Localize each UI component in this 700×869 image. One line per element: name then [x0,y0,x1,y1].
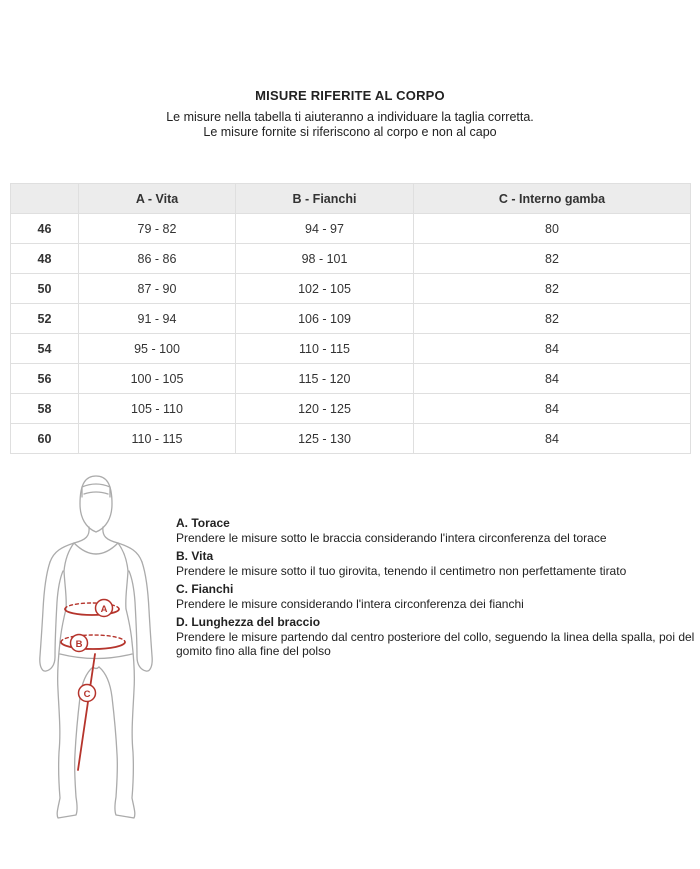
cell-fianchi: 120 - 125 [236,394,414,424]
col-header-interno-gamba: C - Interno gamba [414,184,691,214]
cell-interno-gamba: 82 [414,244,691,274]
cell-fianchi: 110 - 115 [236,334,414,364]
figure-left-leg [57,642,93,818]
page-subtitle [0,110,700,140]
cell-vita: 79 - 82 [79,214,236,244]
figure-tank-left-side [64,543,74,609]
cell-vita: 100 - 105 [79,364,236,394]
body-measurement-figure [30,470,175,825]
cell-size: 58 [11,394,79,424]
figure-tank-neckline [74,543,118,554]
guide-section-vita [176,549,696,578]
size-table-container [10,183,690,454]
cell-size: 60 [11,424,79,454]
cell-vita: 87 - 90 [79,274,236,304]
figure-hair [82,484,110,497]
figure-left-arm [40,562,63,671]
page-header [0,88,700,140]
guide-text: Prendere le misure sotto le braccia considerando l'intera circonferenza del torace [176,531,607,545]
inseam-marker [79,685,96,702]
subtitle-line-1: Le misure nella tabella ti aiuteranno a individuare la taglia corretta. [166,110,534,124]
guide-heading: D. Lunghezza del braccio [176,615,321,629]
cell-fianchi: 94 - 97 [236,214,414,244]
figure-neck-right [103,527,142,562]
cell-vita: 110 - 115 [79,424,236,454]
guide-section-braccio [176,615,696,658]
guide-heading: C. Fianchi [176,582,234,596]
cell-vita: 95 - 100 [79,334,236,364]
cell-vita: 105 - 110 [79,394,236,424]
guide-text: Prendere le misure partendo dal centro posteriore del collo, seguendo la linea della spalla, poi del gomito fino alla fine del polso [176,630,695,658]
cell-size: 54 [11,334,79,364]
cell-fianchi: 98 - 101 [236,244,414,274]
guide-text: Prendere le misure sotto il tuo girovita, tenendo il centimetro non perfettamente tirato [176,564,627,578]
table-row [11,214,691,244]
cell-interno-gamba: 84 [414,424,691,454]
waist-marker [96,600,113,617]
inseam-line [78,654,95,770]
guide-section-fianchi [176,582,696,611]
guide-text: Prendere le misure considerando l'intera circonferenza dei fianchi [176,597,524,611]
cell-size: 46 [11,214,79,244]
size-table [10,183,691,454]
cell-fianchi: 102 - 105 [236,274,414,304]
col-header-size [11,184,79,214]
cell-interno-gamba: 80 [414,214,691,244]
figure-neck-left [50,527,89,562]
page-title: MISURE RIFERITE AL CORPO [255,88,445,103]
guide-heading: B. Vita [176,549,214,563]
body-figure-drawing [30,470,175,825]
table-header-row [11,184,691,214]
figure-left-hip [60,609,66,642]
figure-right-arm [129,562,152,671]
cell-fianchi: 106 - 109 [236,304,414,334]
cell-fianchi: 115 - 120 [236,364,414,394]
cell-interno-gamba: 82 [414,274,691,304]
hips-marker-label: B [75,639,83,650]
hips-marker [71,635,88,652]
cell-fianchi: 125 - 130 [236,424,414,454]
figure-tank-right-side [118,543,128,609]
guide-heading: A. Torace [176,516,230,530]
cell-size: 48 [11,244,79,274]
figure-right-hip [126,609,132,642]
figure-waistband [60,654,132,659]
cell-interno-gamba: 84 [414,334,691,364]
subtitle-line-2: Le misure fornite si riferiscono al corpo e non al capo [203,125,497,139]
cell-interno-gamba: 82 [414,304,691,334]
table-row [11,424,691,454]
table-row [11,274,691,304]
figure-hair-line [84,492,108,494]
cell-vita: 91 - 94 [79,304,236,334]
table-row [11,364,691,394]
cell-interno-gamba: 84 [414,364,691,394]
col-header-fianchi: B - Fianchi [236,184,414,214]
guide-section-torace [176,516,696,545]
cell-vita: 86 - 86 [79,244,236,274]
cell-size: 56 [11,364,79,394]
table-row [11,334,691,364]
table-row [11,244,691,274]
col-header-vita: A - Vita [79,184,236,214]
cell-size: 52 [11,304,79,334]
table-row [11,304,691,334]
cell-size: 50 [11,274,79,304]
waist-marker-label: A [100,604,108,615]
cell-interno-gamba: 84 [414,394,691,424]
inseam-marker-label: C [83,689,91,700]
measure-guide [176,516,696,662]
table-row [11,394,691,424]
figure-right-leg [99,642,135,818]
